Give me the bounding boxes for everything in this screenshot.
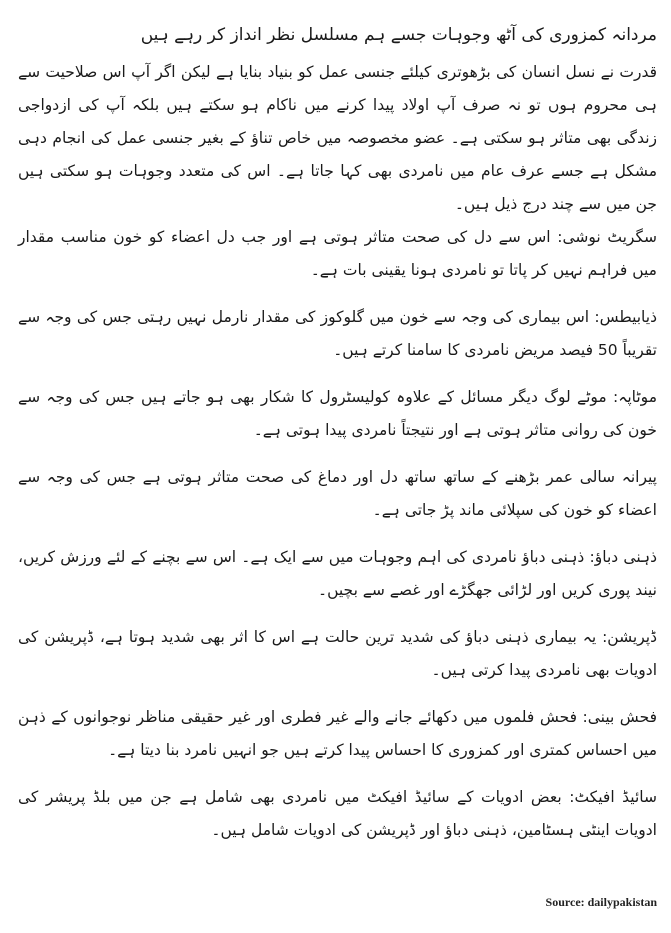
obesity-paragraph: موٹاپہ: موٹے لوگ دیگر مسائل کے علاوہ کولیسٹرول کا شکار بھی ہو جاتے ہیں جس کی وجہ سے خون کی روانی متاثر ہوتی ہے اور نتیجتاً نامردی پیدا ہوتی ہے۔ xyxy=(18,388,657,439)
depression-paragraph: ڈپریشن: یہ بیماری ذہنی دباؤ کی شدید ترین حالت ہے اس کا اثر بھی شدید ہوتا ہے، ڈپریشن کی ادویات بھی نامردی پیدا کرتی ہیں۔ xyxy=(18,628,657,679)
smoking-paragraph: سگریٹ نوشی: اس سے دل کی صحت متاثر ہوتی ہے اور جب دل اعضاء کو خون مناسب مقدار میں فراہم نہیں کر پاتا تو نامردی ہونا یقینی بات ہے۔ xyxy=(18,228,657,279)
side-effects-paragraph: سائیڈ افیکٹ: بعض ادویات کے سائیڈ افیکٹ میں نامردی بھی شامل ہے جن میں بلڈ پریشر کی ادویات اینٹی ہسٹامین، ذہنی دباؤ اور ڈپریشن کی ادویات شامل ہیں۔ xyxy=(18,788,657,839)
diabetes-paragraph: ذیابیطس: اس بیماری کی وجہ سے خون میں گلوکوز کی مقدار نارمل نہیں رہتی جس کی وجہ سے تقریباً 50 فیصد مریض نامردی کا سامنا کرتے ہیں۔ xyxy=(18,308,657,359)
article-title: مردانہ کمزوری کی آٹھ وجوہات جسے ہم مسلسل نظر انداز کر رہے ہیں xyxy=(140,25,657,45)
source-credit: Source: dailypakistan xyxy=(545,895,657,909)
intro-paragraph: قدرت نے نسل انسان کی بڑھوتری کیلئے جنسی عمل کو بنیاد بنایا ہے لیکن اگر آپ اس صلاحیت سے ہی محروم ہوں تو نہ صرف آپ اولاد پیدا کرنے میں ناکام ہو سکتے ہیں بلکہ آپ کی ازدواجی زندگی بھی متاثر ہو سکتی ہے۔ عضو مخصوصہ میں خاص تناؤ کے بغیر جنسی عمل کی انجام دہی مشکل ہے جسے عرف عام میں نامردی بھی کہا جاتا ہے۔ اس کی متعدد وجوہات ہو سکتی ہیں جن میں سے چند درج ذیل ہیں۔ xyxy=(18,63,657,213)
old-age-paragraph: پیرانہ سالی عمر بڑھنے کے ساتھ ساتھ دل اور دماغ کی صحت متاثر ہوتی ہے جس کی وجہ سے اعضاء کو خون کی سپلائی ماند پڑ جاتی ہے۔ xyxy=(18,468,657,519)
stress-paragraph: ذہنی دباؤ: ذہنی دباؤ نامردی کی اہم وجوہات میں سے ایک ہے۔ اس سے بچنے کے لئے ورزش کریں، نیند پوری کریں اور لڑائی جھگڑے اور غصے سے بچیں۔ xyxy=(18,548,657,599)
pornography-paragraph: فحش بینی: فحش فلموں میں دکھائے جانے والے غیر فطری اور غیر حقیقی مناظر نوجوانوں کے ذہن میں احساس کمتری اور کمزوری کا احساس پیدا کرتے ہیں جو انہیں نامرد بنا دیتا ہے۔ xyxy=(18,708,657,759)
